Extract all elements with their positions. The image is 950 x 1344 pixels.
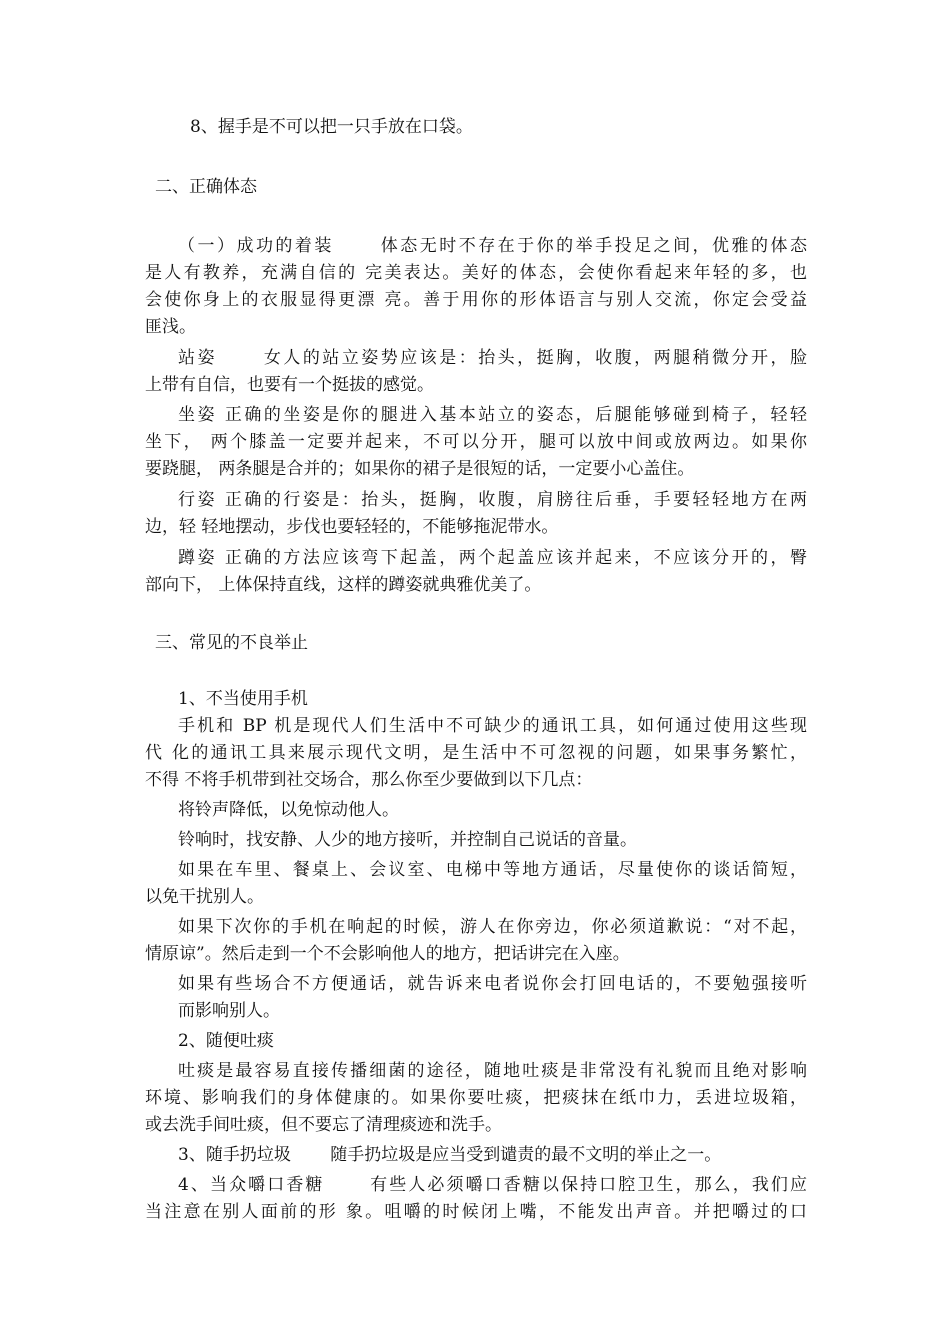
item-2-title: 2、随便吐痰	[178, 1031, 274, 1051]
paragraph-line: 当注意在别人面前的形 象。咀嚼的时候闭上嘴，不能发出声音。并把嚼过的口	[145, 1202, 807, 1222]
phone-tip: 铃响时，找安静、人少的地方接听，并控制自己说话的音量。	[178, 830, 637, 850]
paragraph-line: 代 化的通讯工具来展示现代文明，是生活中不可忽视的问题，如果事务繁忙，	[145, 743, 807, 763]
paragraph-line: 4、当众嚼口香糖 有些人必须嚼口香糖以保持口腔卫生，那么，我们应	[178, 1175, 807, 1195]
paragraph-line: 或去洗手间吐痰，但不要忘了清理痰迹和洗手。	[145, 1115, 502, 1135]
paragraph-line: 部向下， 上体保持直线，这样的蹲姿就典雅优美了。	[145, 575, 542, 595]
paragraph-line: 坐下， 两个膝盖一定要并起来，不可以分开，腿可以放中间或放两边。如果你	[145, 432, 807, 452]
phone-tip: 以免干扰别人。	[145, 887, 264, 907]
paragraph-line: 手机和 BP 机是现代人们生活中不可缺少的通讯工具，如何通过使用这些现	[178, 716, 807, 736]
paragraph-line: 边，轻 轻地摆动，步伐也要轻轻的，不能够拖泥带水。	[145, 517, 559, 537]
phone-tip: 如果有些场合不方便通话，就告诉来电者说你会打回电话的，不要勉强接听	[178, 974, 807, 994]
paragraph-line: 站姿 女人的站立姿势应该是：抬头，挺胸，收腹，两腿稍微分开，脸	[178, 348, 807, 368]
paragraph-line: （一）成功的着装 体态无时不存在于你的举手投足之间，优雅的体态	[178, 236, 807, 256]
section-2-heading: 二、正确体态	[155, 177, 257, 197]
paragraph-line: 吐痰是最容易直接传播细菌的途径，随地吐痰是非常没有礼貌而且绝对影响	[178, 1061, 807, 1081]
paragraph-line: 行姿 正确的行姿是：抬头，挺胸，收腹，肩膀往后垂，手要轻轻地方在两	[178, 490, 807, 510]
paragraph-line: 会使你身上的衣服显得更漂 亮。善于用你的形体语言与别人交流，你定会受益	[145, 290, 807, 310]
paragraph-line: 坐姿 正确的坐姿是你的腿进入基本站立的姿态，后腿能够碰到椅子，轻轻	[178, 405, 807, 425]
phone-tip: 而影响别人。	[178, 1001, 280, 1021]
paragraph-line: 匪浅。	[145, 317, 196, 337]
paragraph-line: 要跷腿， 两条腿是合并的；如果你的裙子是很短的话，一定要小心盖住。	[145, 459, 695, 479]
phone-tip: 将铃声降低，以免惊动他人。	[178, 800, 399, 820]
phone-tip: 如果在车里、餐桌上、会议室、电梯中等地方通话，尽量使你的谈话简短，	[178, 860, 807, 880]
paragraph-line: 是人有教养，充满自信的 完美表达。美好的体态，会使你看起来年轻的多，也	[145, 263, 807, 283]
paragraph-line: 不得 不将手机带到社交场合，那么你至少要做到以下几点：	[145, 770, 593, 790]
paragraph-line: 上带有自信，也要有一个挺拔的感觉。	[145, 375, 434, 395]
phone-tip: 情原谅”。然后走到一个不会影响他人的地方，把话讲完在入座。	[145, 944, 630, 964]
paragraph-line: 环境、影响我们的身体健康的。如果你要吐痰，把痰抹在纸巾力，丢进垃圾箱，	[145, 1088, 807, 1108]
section-3-heading: 三、常见的不良举止	[155, 633, 308, 653]
item-1-title: 1、不当使用手机	[178, 689, 308, 709]
item-3: 3、随手扔垃圾 随手扔垃圾是应当受到谴责的最不文明的举止之一。	[178, 1145, 722, 1165]
phone-tip: 如果下次你的手机在响起的时候，游人在你旁边，你必须道歉说：“对不起，	[178, 917, 807, 937]
item-8: 8、握手是不可以把一只手放在口袋。	[190, 117, 473, 137]
paragraph-line: 蹲姿 正确的方法应该弯下起盖，两个起盖应该并起来，不应该分开的，臀	[178, 548, 807, 568]
